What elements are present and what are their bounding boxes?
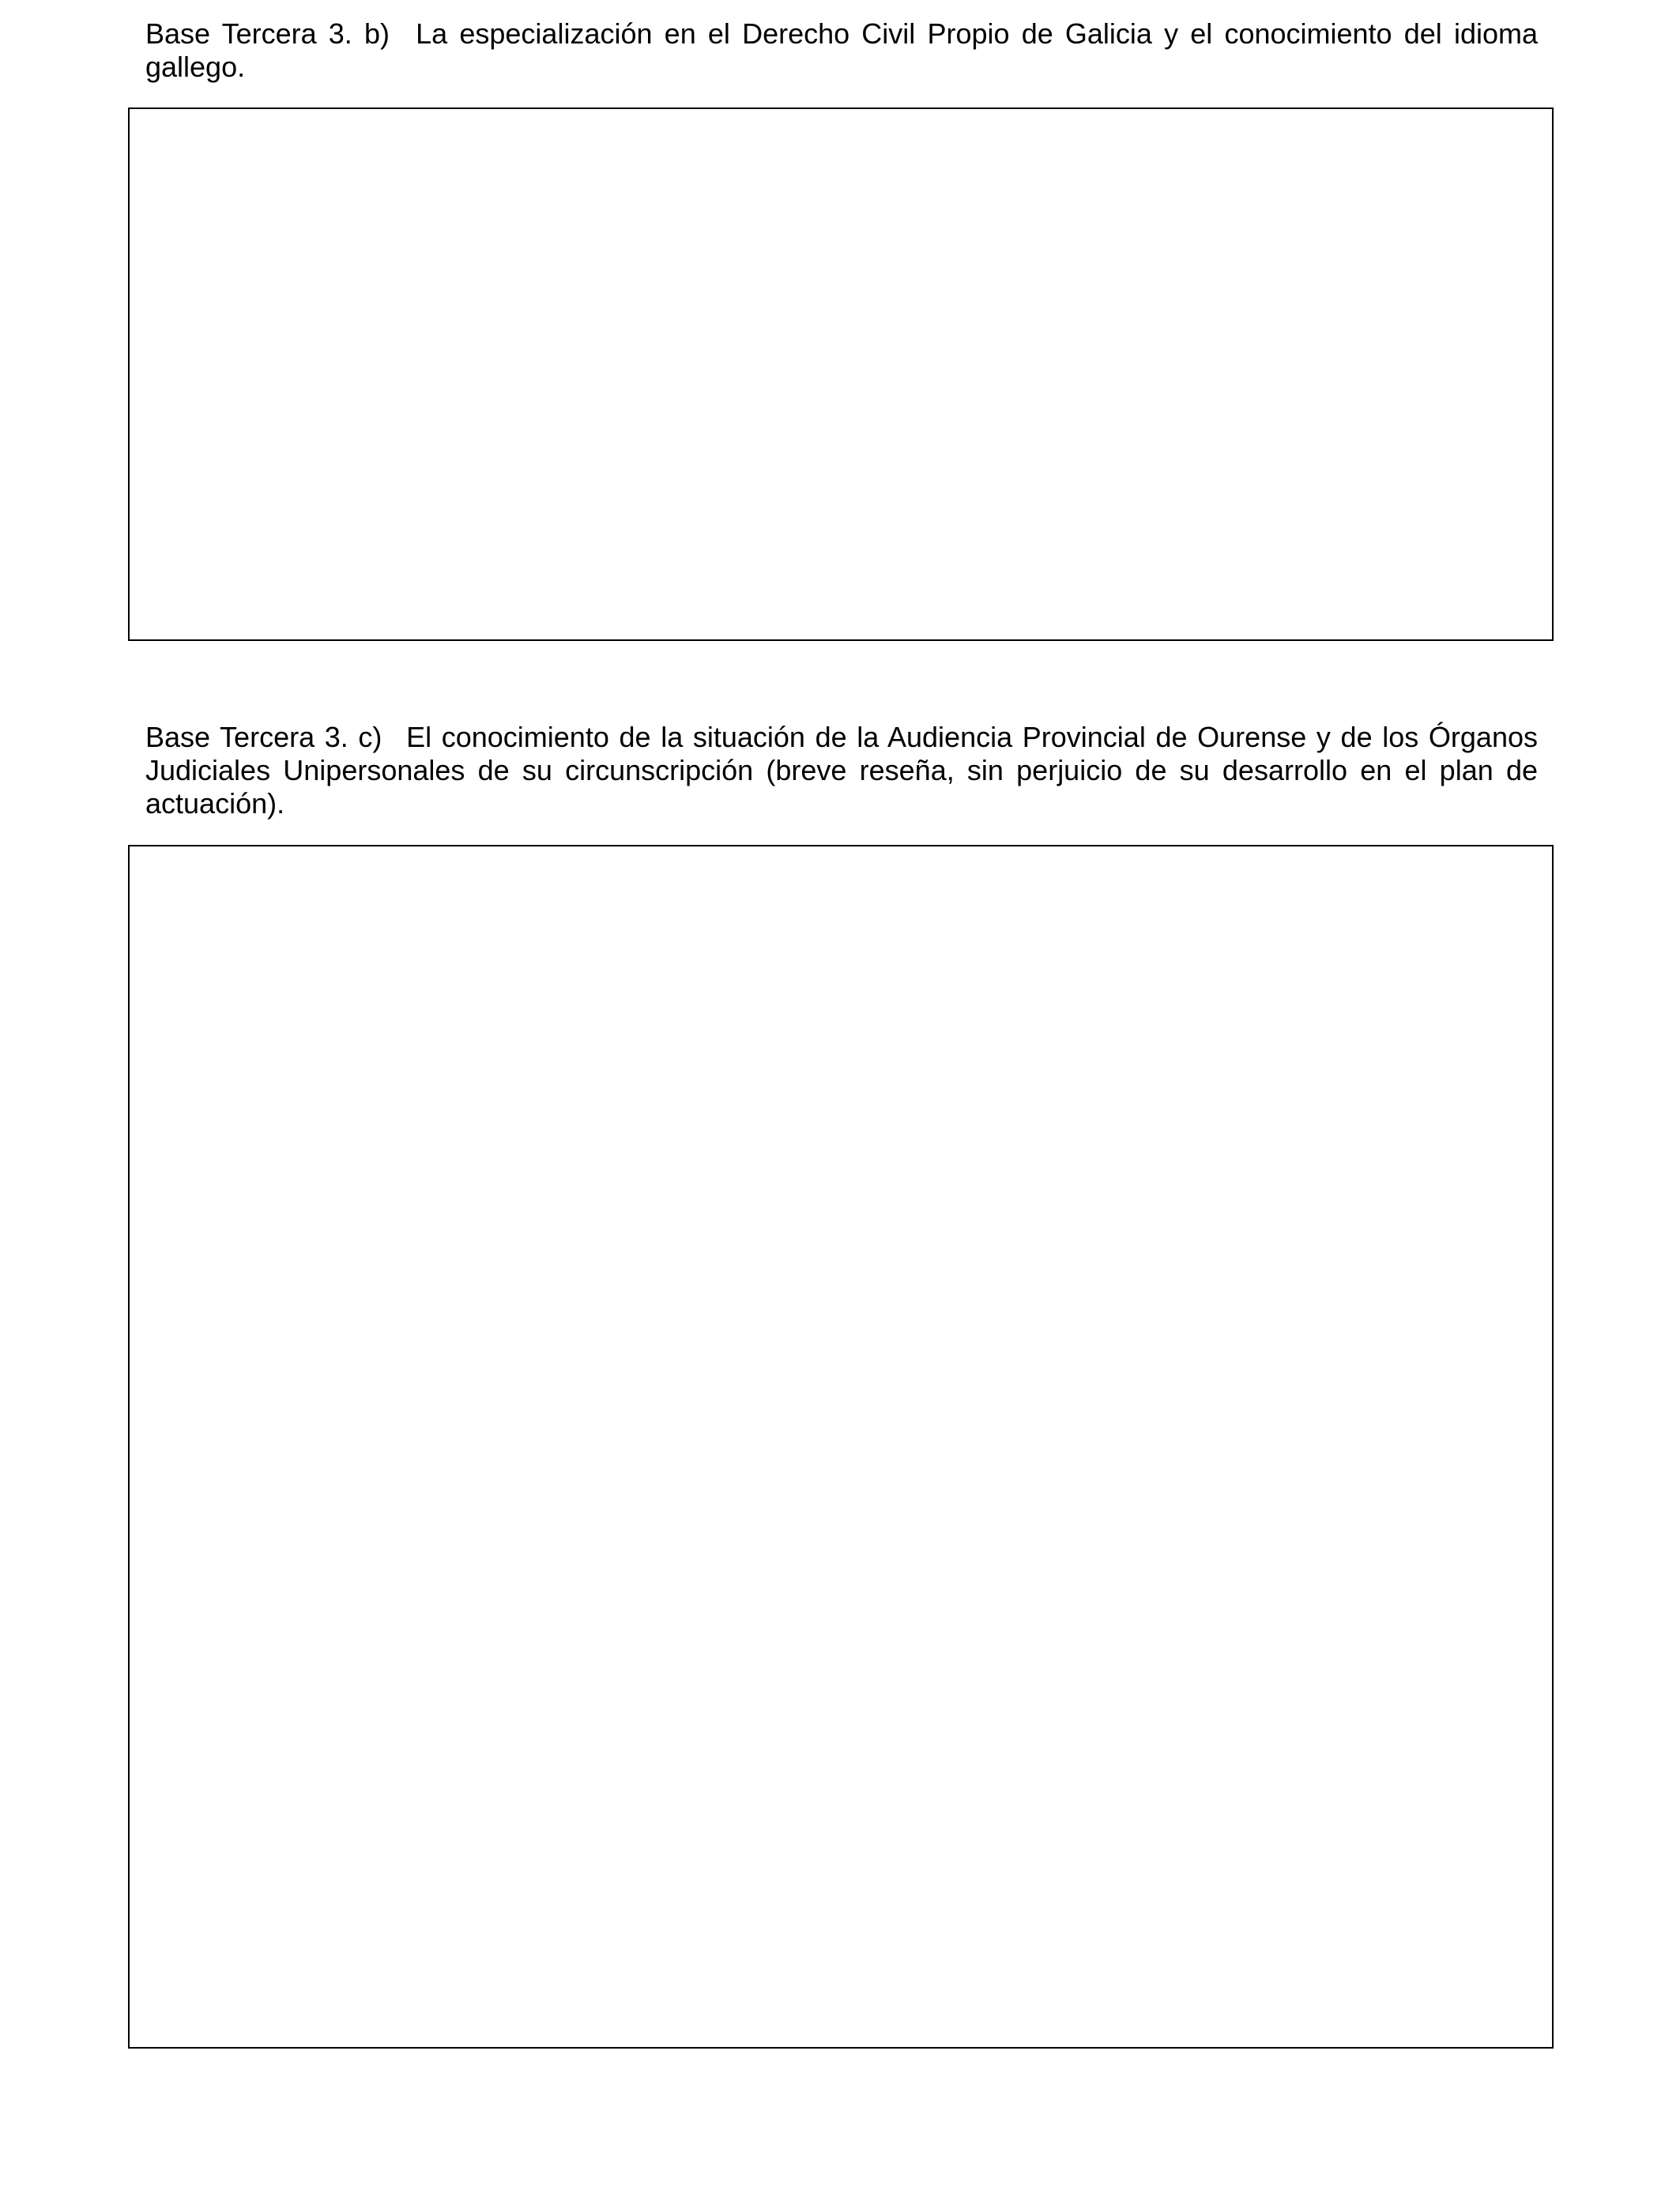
section-b-heading — [145, 17, 1538, 84]
section-c-heading — [145, 721, 1538, 820]
section-c-answer-box[interactable] — [128, 845, 1554, 2049]
section-c-ref: Base Tercera 3. c) — [145, 721, 382, 753]
section-b-ref: Base Tercera 3. b) — [145, 17, 390, 50]
section-b-answer-box[interactable] — [128, 107, 1554, 641]
section-c-text: El conocimiento de la situación de la Audiencia Provincial de Ourense y de los Órganos Judiciales Unipersonales de su circunscripción (breve reseña, sin perjuicio de su desarrollo en el plan de actuación). — [145, 721, 1538, 820]
section-b-text: La especialización en el Derecho Civil Propio de Galicia y el conocimiento del idioma gallego. — [145, 17, 1538, 83]
